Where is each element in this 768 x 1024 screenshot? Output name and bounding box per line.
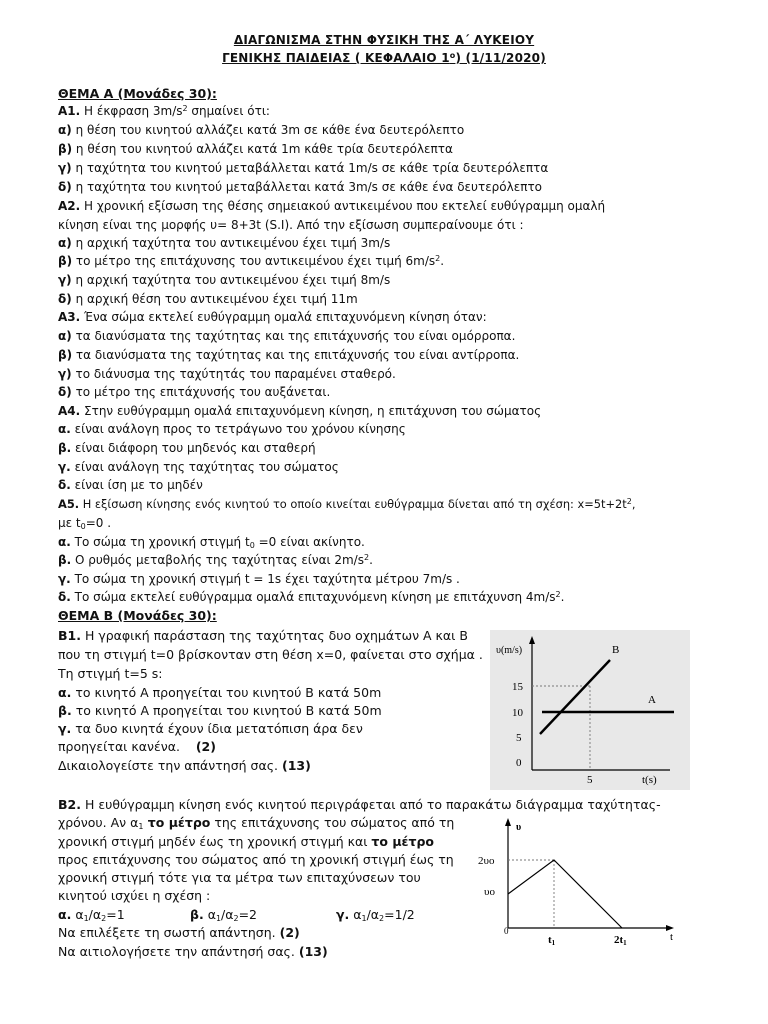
- fig2-origin: 0: [504, 926, 509, 936]
- b1-option-c-cont: προηγείται κανένα. (2): [58, 739, 216, 754]
- a2-option-d: δ) η αρχική θέση του αντικειμένου έχει τιμή 11m: [58, 292, 358, 306]
- a3-option-c: γ) το διάνυσμα της ταχύτητάς του παραμένει σταθερό.: [58, 367, 396, 381]
- a4-option-a: α. είναι ανάλογη προς το τετράγωνο του χρόνου κίνησης: [58, 422, 406, 436]
- a3-option-d: δ) το μέτρο της επιτάχυνσής του αυξάνεται.: [58, 385, 331, 399]
- a2-question-cont: κίνηση είναι της μορφής υ= 8+3t (S.I). Από την εξίσωση συμπεραίνουμε ότι :: [58, 218, 524, 232]
- a4-question: Α4. Στην ευθύγραμμη ομαλά επιταχυνόμενη κίνηση, η επιτάχυνση του σώματος: [58, 404, 542, 418]
- a2-question: Α2. Η χρονική εξίσωση της θέσης σημειακού αντικειμένου που εκτελεί ευθύγραμμη ομαλή: [58, 199, 606, 213]
- b2-line-3: χρονική στιγμή μηδέν έως τη χρονική στιγμή και το μέτρο: [58, 834, 434, 849]
- a5-question: Α5. Η εξίσωση κίνησης ενός κινητού το οποίο κινείται ευθύγραμμα δίνεται από τη σχέση: $x=5t+2t^2$,: [58, 497, 636, 511]
- fig2-xlabel: t: [670, 931, 674, 943]
- a5-question-cont: με $t_0=0$ .: [58, 516, 112, 531]
- fig2-y-arrow: [505, 818, 511, 826]
- fig2-ylabel: υ: [516, 822, 522, 833]
- b1-line-1: Β1. Η γραφική παράσταση της ταχύτητας δυο οχημάτων Α και Β: [58, 628, 468, 643]
- fig1-ytick-5: 5: [516, 732, 522, 744]
- a1-option-c: γ) η ταχύτητα του κινητού μεταβάλλεται κατά 1m/s σε κάθε τρία δευτερόλεπτα: [58, 161, 549, 175]
- a3-option-a: α) τα διανύσματα της ταχύτητας και της επιτάχυνσής του είναι ομόρροπα.: [58, 329, 516, 343]
- fig1-y-arrow: [529, 636, 535, 644]
- a4-option-b: β. είναι διάφορη του μηδενός και σταθερή: [58, 441, 316, 455]
- a3-question: Α3. Ένα σώμα εκτελεί ευθύγραμμη ομαλά επιταχυνόμενη κίνηση όταν:: [58, 310, 487, 324]
- a5-option-d: δ. Το σώμα εκτελεί ευθύγραμμα ομαλά επιταχυνόμενη κίνηση με επιτάχυνση $4m/s^2$.: [58, 590, 565, 604]
- b2-line-5: χρονική στιγμή τότε για τα μέτρα των επιταχύνσεων του: [58, 870, 421, 885]
- a5-option-c: γ. Το σώμα τη χρονική στιγμή t = 1s έχει ταχύτητα μέτρου 7m/s .: [58, 572, 460, 586]
- fig2-velocity-line: [508, 860, 622, 928]
- b1-option-a: α. το κινητό Α προηγείται του κινητού Β κατά 50m: [58, 685, 382, 700]
- fig1-line-b: [540, 660, 610, 734]
- fig2-t1: t1: [548, 934, 556, 947]
- theme-a-title: ΘΕΜΑ Α (Μονάδες 30):: [58, 86, 217, 101]
- a1-option-b: β) η θέση του κινητού αλλάζει κατά 1m κάθε τρία δευτερόλεπτα: [58, 142, 453, 156]
- fig1-label-b: B: [612, 644, 620, 656]
- fig1-ytick-15: 15: [512, 681, 523, 693]
- fig1-ylabel: υ(m/s): [496, 645, 523, 656]
- a5-option-b: β. Ο ρυθμός μεταβολής της ταχύτητας είναι $2m/s^2$.: [58, 553, 373, 567]
- a3-option-b: β) τα διανύσματα της ταχύτητας και της επιτάχυνσής του είναι αντίρροπα.: [58, 348, 520, 362]
- exam-subtitle: ΓΕΝΙΚΗΣ ΠΑΙΔΕΙΑΣ ( ΚΕΦΑΛΑΙΟ $1^o$) (1/11/2020): [222, 51, 546, 65]
- fig1-ytick-0: 0: [516, 757, 522, 769]
- b2-choose: Να επιλέξετε τη σωστή απάντηση. (2): [58, 925, 300, 940]
- figure-1-velocity-graph: [490, 630, 690, 790]
- b1-line-2: που τη στιγμή t=0 βρίσκονταν στη θέση x=0, φαίνεται στο σχήμα .: [58, 647, 483, 662]
- a2-option-b: β) το μέτρο της επιτάχυνσης του αντικειμένου έχει τιμή $6m/s^2$.: [58, 254, 445, 268]
- a5-option-a: α. Το σώμα τη χρονική στιγμή $t_0 =0$ είναι ακίνητο.: [58, 535, 365, 550]
- b2-line-6: κινητού ισχύει η σχέση :: [58, 888, 211, 903]
- exam-title: ΔΙΑΓΩΝΙΣΜΑ ΣΤΗΝ ΦΥΣΙΚΗ ΤΗΣ Α΄ ΛΥΚΕΙΟΥ: [233, 33, 535, 47]
- b2-line-4: προς επιτάχυνσης του σώματος από τη χρονική στιγμή έως τη: [58, 852, 454, 867]
- b2-option-c: γ. $\alpha_1/\alpha_2=1/2$: [336, 907, 415, 923]
- a1-option-a: α) η θέση του κινητού αλλάζει κατά 3m σε κάθε ένα δευτερόλεπτο: [58, 123, 465, 137]
- a4-option-d: δ. είναι ίση με το μηδέν: [58, 478, 203, 492]
- b1-option-b: β. το κινητό Α προηγείται του κινητού Β κατά 50m: [58, 703, 382, 718]
- b1-option-c: γ. τα δυο κινητά έχουν ίδια μετατόπιση άρα δεν: [58, 721, 363, 736]
- a4-option-c: γ. είναι ανάλογη της ταχύτητας του σώματος: [58, 460, 339, 474]
- b2-line-1: Β2. Η ευθύγραμμη κίνηση ενός κινητού περιγράφεται από το παρακάτω διάγραμμα ταχύτητας-: [58, 797, 661, 812]
- a2-option-c: γ) η αρχική ταχύτητα του αντικειμένου έχει τιμή 8m/s: [58, 273, 391, 287]
- fig2-t2: 2t1: [614, 934, 627, 947]
- b2-justify: Να αιτιολογήσετε την απάντησή σας. (13): [58, 944, 328, 959]
- a2-option-a: α) η αρχική ταχύτητα του αντικειμένου έχει τιμή 3m/s: [58, 236, 391, 250]
- fig2-y-2u: 2υο: [478, 855, 495, 867]
- a1-option-d: δ) η ταχύτητα του κινητού μεταβάλλεται κατά 3m/s σε κάθε ένα δευτερόλεπτο: [58, 180, 543, 194]
- b2-option-a: α. $\alpha_1/\alpha_2=1$: [58, 907, 125, 923]
- fig1-ytick-10: 10: [512, 707, 523, 719]
- fig2-y-u: υο: [484, 886, 495, 898]
- b2-line-2: χρόνου. Αν $\alpha_1$ το μέτρο της επιτάχυνσης του σώματος από τη: [58, 815, 455, 831]
- fig1-xtick-5: 5: [587, 774, 593, 786]
- a1-question: Α1. Η έκφραση $3m/s^2$ σημαίνει ότι:: [58, 104, 270, 118]
- fig1-xlabel: t(s): [642, 774, 657, 786]
- figure-2-velocity-graph: [470, 810, 690, 950]
- fig1-label-a: A: [648, 694, 656, 706]
- b2-option-b: β. $\alpha_1/\alpha_2=2$: [190, 907, 258, 923]
- theme-b-title: ΘΕΜΑ Β (Μονάδες 30):: [58, 608, 217, 623]
- b1-justify: Δικαιολογείστε την απάντησή σας. (13): [58, 758, 311, 773]
- b1-line-3: Τη στιγμή t=5 s:: [58, 666, 163, 681]
